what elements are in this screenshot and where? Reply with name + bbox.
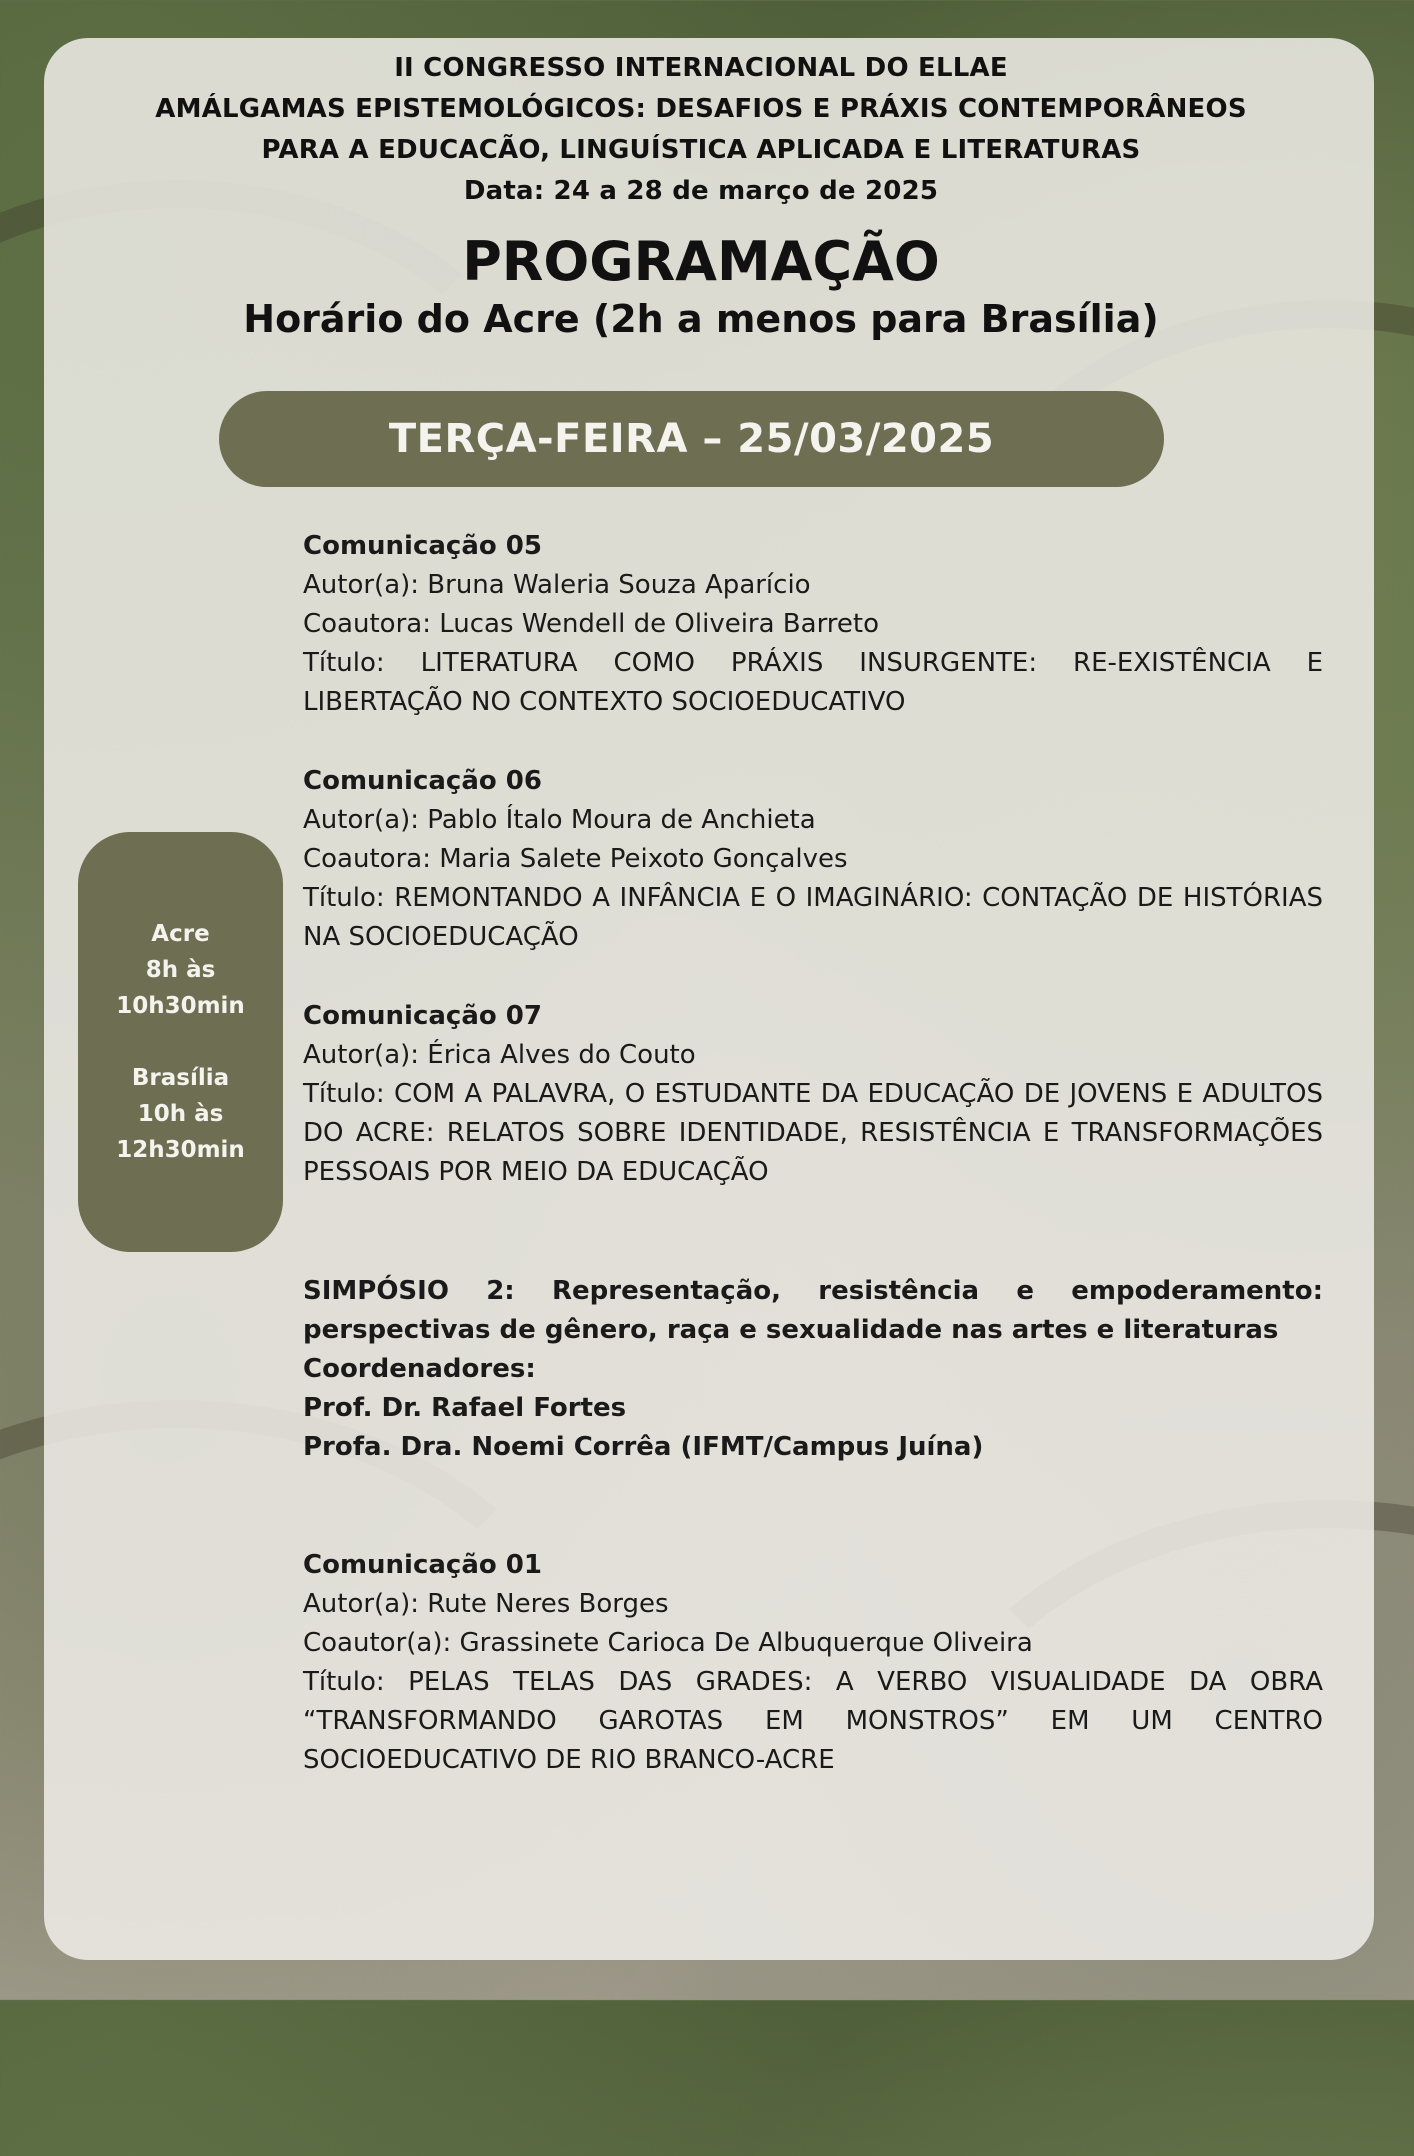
communication-title: Título: PELAS TELAS DAS GRADES: A VERBO VISUALIDADE DA OBRA “TRANSFORMANDO GAROTAS EM MONSTROS” EM UM CENTRO SOCIOEDUCATIVO DE RIO BRANCO-ACRE (303, 1667, 1323, 1775)
communication-author: Autor(a): Érica Alves do Couto (303, 1040, 696, 1070)
time-slot-badge (78, 832, 283, 1252)
communication-title: Título: REMONTANDO A INFÂNCIA E O IMAGINÁRIO: CONTAÇÃO DE HISTÓRIAS NA SOCIOEDUCAÇÃO (303, 883, 1323, 952)
acre-label: Acre (151, 921, 210, 947)
symposium-title: SIMPÓSIO 2: Representação, resistência e empoderamento: perspectivas de gênero, raça e sexualidade nas artes e literaturas (303, 1276, 1323, 1345)
communication-heading: Comunicação 07 (303, 1001, 542, 1031)
communication-author: Autor(a): Pablo Ítalo Moura de Anchieta (303, 805, 816, 835)
communication-author: Autor(a): Rute Neres Borges (303, 1589, 669, 1619)
page-title: PROGRAMAÇÃO (462, 230, 940, 293)
day-banner (219, 391, 1164, 487)
acre-start: 8h às (145, 957, 216, 983)
coordinator-name: Prof. Dr. Rafael Fortes (303, 1393, 627, 1423)
communication-block (303, 762, 1323, 957)
communication-coauthor: Coautor(a): Grassinete Carioca De Albuquerque Oliveira (303, 1628, 1033, 1658)
communication-block (303, 1546, 1323, 1780)
communication-block (303, 527, 1323, 722)
congress-name: II CONGRESSO INTERNACIONAL DO ELLAE (394, 53, 1008, 83)
communication-title: Título: COM A PALAVRA, O ESTUDANTE DA EDUCAÇÃO DE JOVENS E ADULTOS DO ACRE: RELATOS SOBRE IDENTIDADE, RESISTÊNCIA E TRANSFORMAÇÕES PESSOAIS POR MEIO DA EDUCAÇÃO (303, 1079, 1323, 1187)
communication-author: Autor(a): Bruna Waleria Souza Aparício (303, 570, 811, 600)
communication-heading: Comunicação 06 (303, 766, 542, 796)
acre-end: 10h30min (116, 993, 245, 1019)
day-label: TERÇA-FEIRA – 25/03/2025 (388, 416, 995, 462)
symposium-block (303, 1272, 1323, 1467)
congress-theme-line2: PARA A EDUCACÃO, LINGUÍSTICA APLICADA E LITERATURAS (261, 135, 1141, 165)
brasilia-label: Brasília (131, 1065, 230, 1091)
brasilia-end: 12h30min (116, 1137, 245, 1163)
timezone-subtitle: Horário do Acre (2h a menos para Brasília) (243, 297, 1159, 341)
communication-heading: Comunicação 01 (303, 1550, 542, 1580)
communication-coauthor: Coautora: Maria Salete Peixoto Gonçalves (303, 844, 848, 874)
event-header (44, 48, 1358, 344)
event-date: Data: 24 a 28 de março de 2025 (463, 176, 939, 206)
communication-heading: Comunicação 05 (303, 531, 542, 561)
communication-coauthor: Coautora: Lucas Wendell de Oliveira Barreto (303, 609, 880, 639)
coordinator-name: Profa. Dra. Noemi Corrêa (IFMT/Campus Juína) (303, 1432, 984, 1462)
communication-block (303, 997, 1323, 1192)
communication-title: Título: LITERATURA COMO PRÁXIS INSURGENTE: RE-EXISTÊNCIA E LIBERTAÇÃO NO CONTEXTO SOCIOEDUCATIVO (303, 648, 1323, 717)
brasilia-start: 10h às (137, 1101, 224, 1127)
congress-theme-line1: AMÁLGAMAS EPISTEMOLÓGICOS: DESAFIOS E PRÁXIS CONTEMPORÂNEOS (155, 94, 1247, 124)
coordinators-label: Coordenadores: (303, 1354, 536, 1384)
